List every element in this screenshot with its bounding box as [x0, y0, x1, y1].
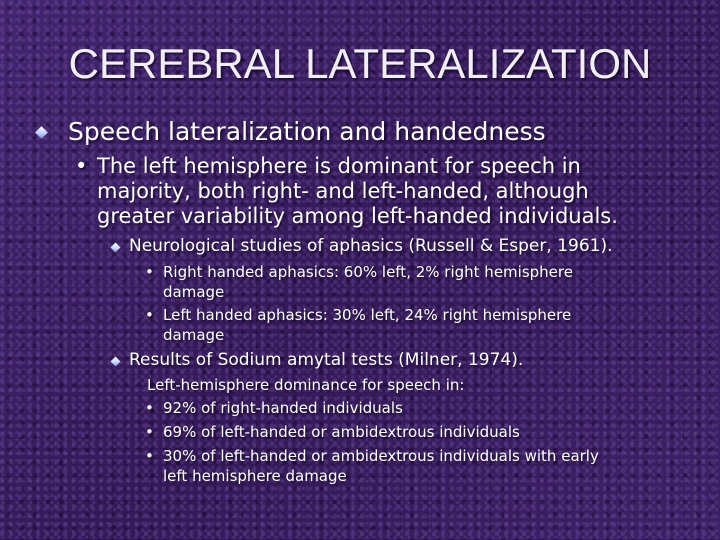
slide-title: CEREBRAL LATERALIZATION — [68, 40, 652, 87]
list-item-bullet: • — [145, 423, 154, 441]
level1-text: Speech lateralization and handedness — [68, 117, 546, 146]
section-2-heading: Results of Sodium amytal tests (Milner, 1974). — [129, 350, 524, 370]
section-2-item-1-line-1: 92% of right-handed individuals — [163, 399, 403, 417]
diamond-bullet-icon — [35, 126, 48, 139]
level2-line-1: The left hemisphere is dominant for speech in — [97, 154, 581, 178]
list-item-bullet: • — [145, 399, 154, 417]
diamond-bullet-icon — [111, 357, 121, 367]
section-1-item-1-line-2: damage — [163, 283, 225, 301]
section-1-item-2-line-1: Left handed aphasics: 30% left, 24% right hemisphere — [163, 306, 572, 324]
section-2-item-3-line-1: 30% of left-handed or ambidextrous individuals with early — [163, 447, 599, 465]
section-1-item-2-line-2: damage — [163, 326, 225, 344]
level2-line-3: greater variability among left-handed individuals. — [97, 204, 618, 228]
level2-bullet: • — [75, 154, 88, 178]
list-item-bullet: • — [145, 263, 154, 281]
diamond-bullet-icon — [111, 243, 121, 253]
list-item-bullet: • — [145, 447, 154, 465]
section-2-intro: Left-hemisphere dominance for speech in: — [147, 376, 465, 394]
section-2-item-2-line-1: 69% of left-handed or ambidextrous individuals — [163, 423, 520, 441]
level2-line-2: majority, both right- and left-handed, although — [97, 179, 589, 203]
list-item-bullet: • — [145, 306, 154, 324]
section-2-item-3-line-2: left hemisphere damage — [163, 467, 347, 485]
section-1-heading: Neurological studies of aphasics (Russell & Esper, 1961). — [129, 236, 613, 256]
section-1-item-1-line-1: Right handed aphasics: 60% left, 2% right hemisphere — [163, 263, 573, 281]
